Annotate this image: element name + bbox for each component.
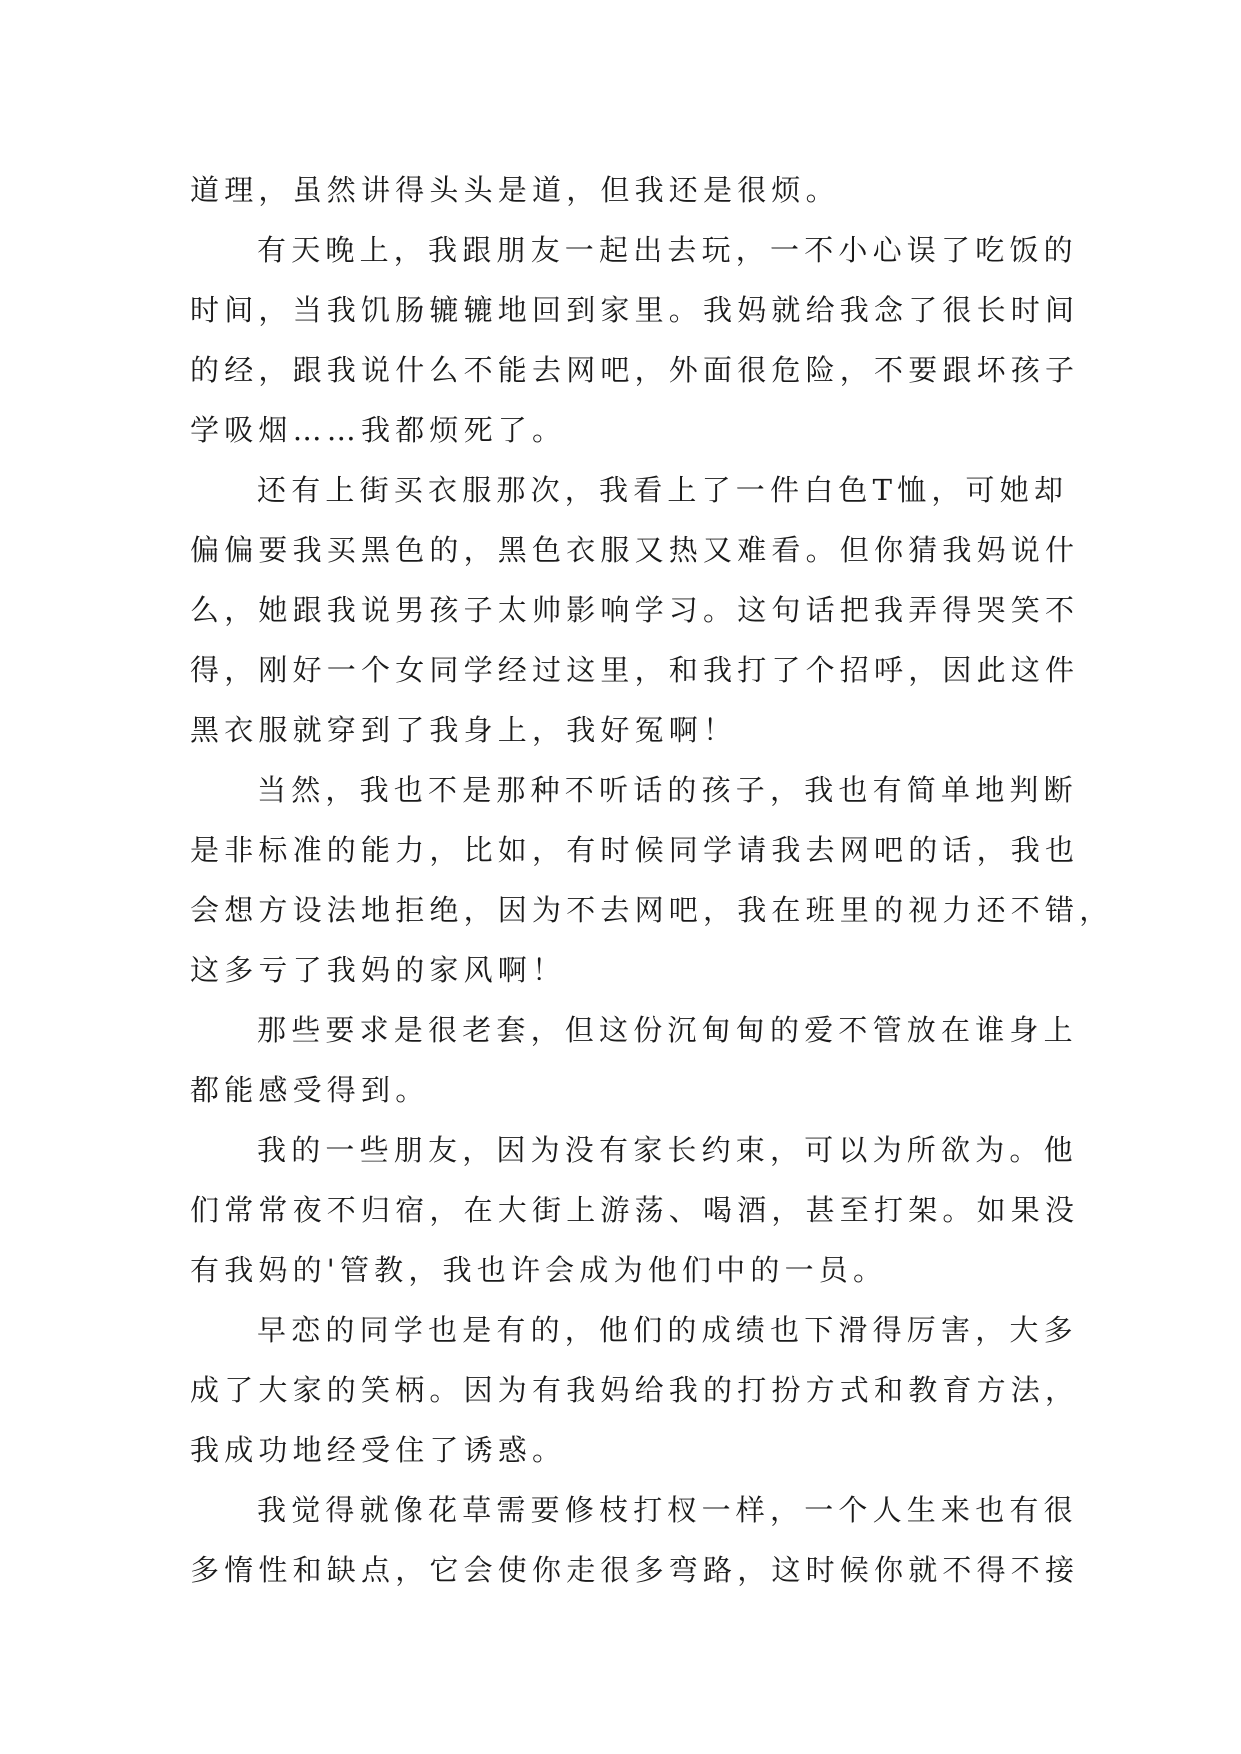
- text-line: 早恋的同学也是有的，他们的成绩也下滑得厉害，大多: [257, 1313, 1078, 1347]
- text-line: 们常常夜不归宿，在大街上游荡、喝酒，甚至打架。如果没: [190, 1193, 1080, 1227]
- text-line: 成了大家的笑柄。因为有我妈给我的打扮方式和教育方法，: [190, 1373, 1080, 1407]
- text-line: 有天晚上，我跟朋友一起出去玩，一不小心误了吃饭的: [257, 233, 1078, 267]
- text-line: 有我妈的'管教，我也许会成为他们中的一员。: [190, 1253, 888, 1287]
- text-line: 多惰性和缺点，它会使你走很多弯路，这时候你就不得不接: [190, 1553, 1080, 1587]
- text-line: 会想方设法地拒绝，因为不去网吧，我在班里的视力还不错，: [190, 893, 1114, 927]
- text-line: 么，她跟我说男孩子太帅影响学习。这句话把我弄得哭笑不: [190, 593, 1080, 627]
- text-line: 我的一些朋友，因为没有家长约束，可以为所欲为。他: [257, 1133, 1078, 1167]
- text-line: 还有上街买衣服那次，我看上了一件白色T恤，可她却: [257, 473, 1069, 507]
- text-line: 当然，我也不是那种不听话的孩子，我也有简单地判断: [257, 773, 1078, 807]
- body-text: [190, 160, 1114, 1600]
- text-line: 学吸烟……我都烦死了。: [190, 413, 567, 447]
- text-line: 那些要求是很老套，但这份沉甸甸的爱不管放在谁身上: [257, 1013, 1078, 1047]
- text-line: 时间，当我饥肠辘辘地回到家里。我妈就给我念了很长时间: [190, 293, 1080, 327]
- text-line: 的经，跟我说什么不能去网吧，外面很危险，不要跟坏孩子: [190, 353, 1080, 387]
- text-line: 偏偏要我买黑色的，黑色衣服又热又难看。但你猜我妈说什: [190, 533, 1080, 567]
- text-line: 这多亏了我妈的家风啊！: [190, 953, 567, 987]
- text-line: 我觉得就像花草需要修枝打杈一样，一个人生来也有很: [257, 1493, 1078, 1527]
- text-line: 是非标准的能力，比如，有时候同学请我去网吧的话，我也: [190, 833, 1080, 867]
- text-line: 我成功地经受住了诱惑。: [190, 1433, 567, 1467]
- text-line: 都能感受得到。: [190, 1073, 430, 1107]
- text-line: 道理，虽然讲得头头是道，但我还是很烦。: [190, 173, 840, 207]
- text-line: 得，刚好一个女同学经过这里，和我打了个招呼，因此这件: [190, 653, 1080, 687]
- text-line: 黑衣服就穿到了我身上，我好冤啊！: [190, 713, 738, 747]
